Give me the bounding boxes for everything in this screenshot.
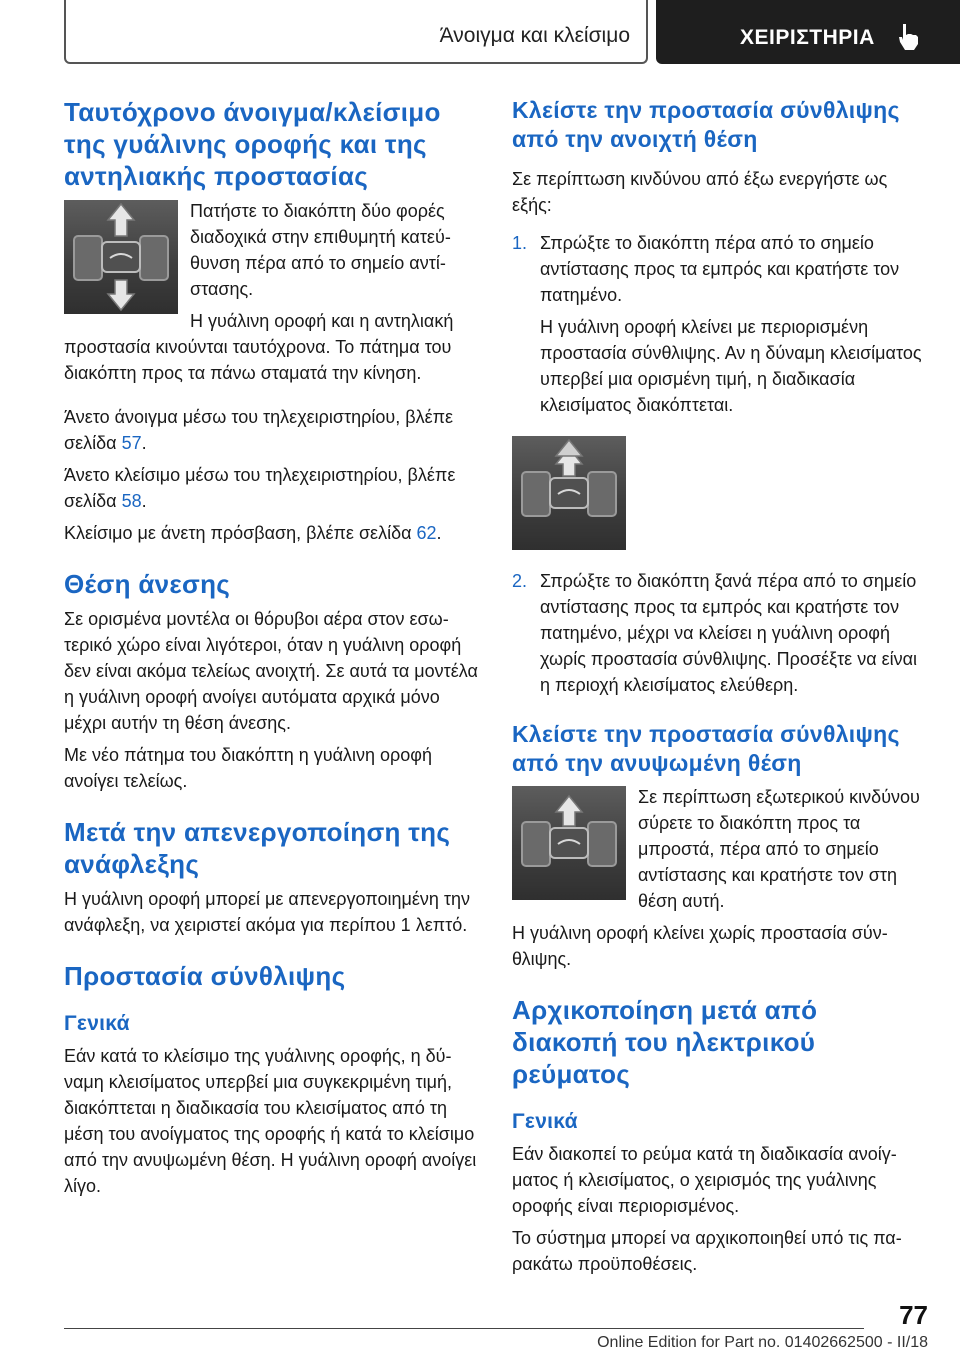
page-number: 77: [899, 1300, 928, 1330]
remote-open-text: Άνετο άνοιγμα μέσω του τηλεχειριστηρίου, βλέπε σελίδα: [64, 407, 454, 453]
chapter-tab-label: ΧΕΙΡΙΣΤΗΡΙΑ: [740, 26, 875, 49]
comfort-access-reference: [64, 520, 479, 546]
switch-photo-up-down: [64, 200, 178, 314]
comfort-access-text: Κλείσιμο με άνετη πρόσβαση, βλέπε σελίδα: [64, 523, 417, 543]
period: .: [141, 491, 147, 511]
period: .: [436, 523, 442, 543]
remote-open-reference: [64, 404, 479, 456]
period: .: [141, 433, 147, 453]
simultaneous-result: Η γυάλινη οροφή και η αντηλιακή προστασία κινούνται ταυτόχρονα. Το πάτημα του διακόπτη προς τα πάνω σταματά την κίνηση.: [64, 311, 454, 383]
comfort-position-text-2: Με νέο πάτημα του διακόπτη η γυάλινη οροφή ανοίγει τελείως.: [64, 745, 432, 791]
chapter-tab: [656, 0, 960, 64]
heading-close-from-raised: Κλείστε την προστασία σύνθλιψης από την ανυψωμένη θέση: [512, 721, 900, 776]
init-text-2: Το σύστημα μπορεί να αρχικοποιηθεί υπό τις παρακάτω προϋποθέσεις.: [512, 1228, 902, 1274]
remote-close-reference: [64, 462, 479, 514]
step-text: Σπρώξτε το διακόπτη πέρα από το σημείο αντίστασης προς τα εμπρός και κρατήστε τον πατημένο.: [540, 233, 900, 305]
simultaneous-instruction: Πατήστε το διακόπτη δύο φορές διαδοχικά στην επιθυμητή κατεύθυνση πέρα από το σημείο αντίστασης.: [190, 201, 451, 299]
close-from-raised-result: Η γυάλινη οροφή κλείνει χωρίς προστασία σύνθλιψης.: [512, 923, 888, 969]
pinch-general-text: Εάν κατά το κλείσιμο της γυάλινης οροφής, η δύναμη κλεισίματος υπερβεί μια συγκεκριμένη τιμή, διακόπτεται η διαδικασία του κλεισίματος από τη μέση του ανοίγματος της οροφής ή κατά το κλείσιμο από την ανυψωμένη θέση. Η γυάλινη οροφή ανοίγει λίγο.: [64, 1046, 477, 1196]
list-item: [512, 568, 928, 698]
footer-divider: [64, 1328, 864, 1329]
edition-footer: Online Edition for Part no. 01402662500 - II/18: [597, 1334, 928, 1351]
step-number: 1.: [512, 233, 528, 253]
heading-comfort-position: Θέση άνεσης: [64, 569, 231, 599]
list-item: [512, 230, 928, 418]
step-text: Σπρώξτε το διακόπτη ξανά πέρα από το σημείο αντίστασης προς τα εμπρός και κρατήστε τον πατημένο, μέχρι να κλείσει η γυάλινη οροφή χωρίς προστασία σύνθλιψης. Προσέξτε να είναι η περιοχή κλεισίματος ελεύθερη.: [540, 571, 918, 695]
close-from-raised-text: Σε περίπτωση εξωτερικού κινδύνου σύρετε το διακόπτη προς τα μπροστά, πέρα από το σημείο αντίστασης και κρατήστε τον στη θέση αυτή.: [638, 787, 920, 911]
switch-photo-forward-small: [512, 786, 626, 900]
right-column: [512, 96, 928, 1277]
after-ignition-text: Η γυάλινη οροφή μπορεί με απενεργοποιημένη την ανάφλεξη, να χειριστεί ακόμα για περίπου 1 λεπτό.: [64, 889, 470, 935]
remote-open-page-link[interactable]: 57: [121, 433, 142, 453]
step-note: Η γυάλινη οροφή κλείνει με περιορισμένη προστασία σύνθλιψης. Αν η δύναμη κλεισίματος υπερβεί μια ορισμένη τιμή, η διαδικασία κλεισίματος διακόπτεται.: [540, 317, 922, 415]
comfort-position-text: Σε ορισμένα μοντέλα οι θόρυβοι αέρα στον εσωτερικό χώρο είναι λιγότεροι, όταν η γυάλινη οροφή δεν είναι ακόμα τελείως ανοιχτή. Σε αυτά τα μοντέλα η γυάλινη οροφή ανοίγει αυτόματα αρχικά μόνο μέχρι αυτήν τη θέση άνεσης.: [64, 609, 478, 733]
header-section-box: [64, 0, 648, 64]
heading-close-from-open: Κλείστε την προστασία σύνθλιψης από την ανοιχτή θέση: [512, 97, 900, 152]
step-number: 2.: [512, 571, 528, 591]
pointing-hand-icon: [894, 22, 924, 52]
remote-close-text: Άνετο κλείσιμο μέσω του τηλεχειριστηρίου, βλέπε σελίδα: [64, 465, 456, 511]
heading-general: Γενικά: [64, 1012, 130, 1035]
heading-pinch-protection: Προστασία σύνθλιψης: [64, 961, 346, 991]
heading-simultaneous: Ταυτόχρονο άνοιγμα/κλείσιμο της γυάλινης οροφής και της αντηλιακής προστασίας: [64, 97, 441, 191]
left-column: [64, 96, 479, 1199]
remote-close-page-link[interactable]: 58: [121, 491, 142, 511]
close-from-open-intro: Σε περίπτωση κινδύνου από έξω ενεργήστε ως εξής:: [512, 169, 888, 215]
heading-general-right: Γενικά: [512, 1110, 578, 1133]
section-title: Άνοιγμα και κλείσιμο: [439, 24, 630, 47]
heading-initialization: Αρχικοποίηση μετά από διακοπή του ηλεκτρικού ρεύματος: [512, 995, 818, 1089]
comfort-access-page-link[interactable]: 62: [416, 523, 437, 543]
init-text: Εάν διακοπεί το ρεύμα κατά τη διαδικασία ανοίγματος ή κλεισίματος, ο χειρισμός της γυάλινης οροφής είναι περιορισμένος.: [512, 1144, 897, 1216]
switch-photo-forward: [512, 436, 626, 550]
heading-after-ignition: Μετά την απενεργοποίηση της ανάφλεξης: [64, 817, 451, 879]
